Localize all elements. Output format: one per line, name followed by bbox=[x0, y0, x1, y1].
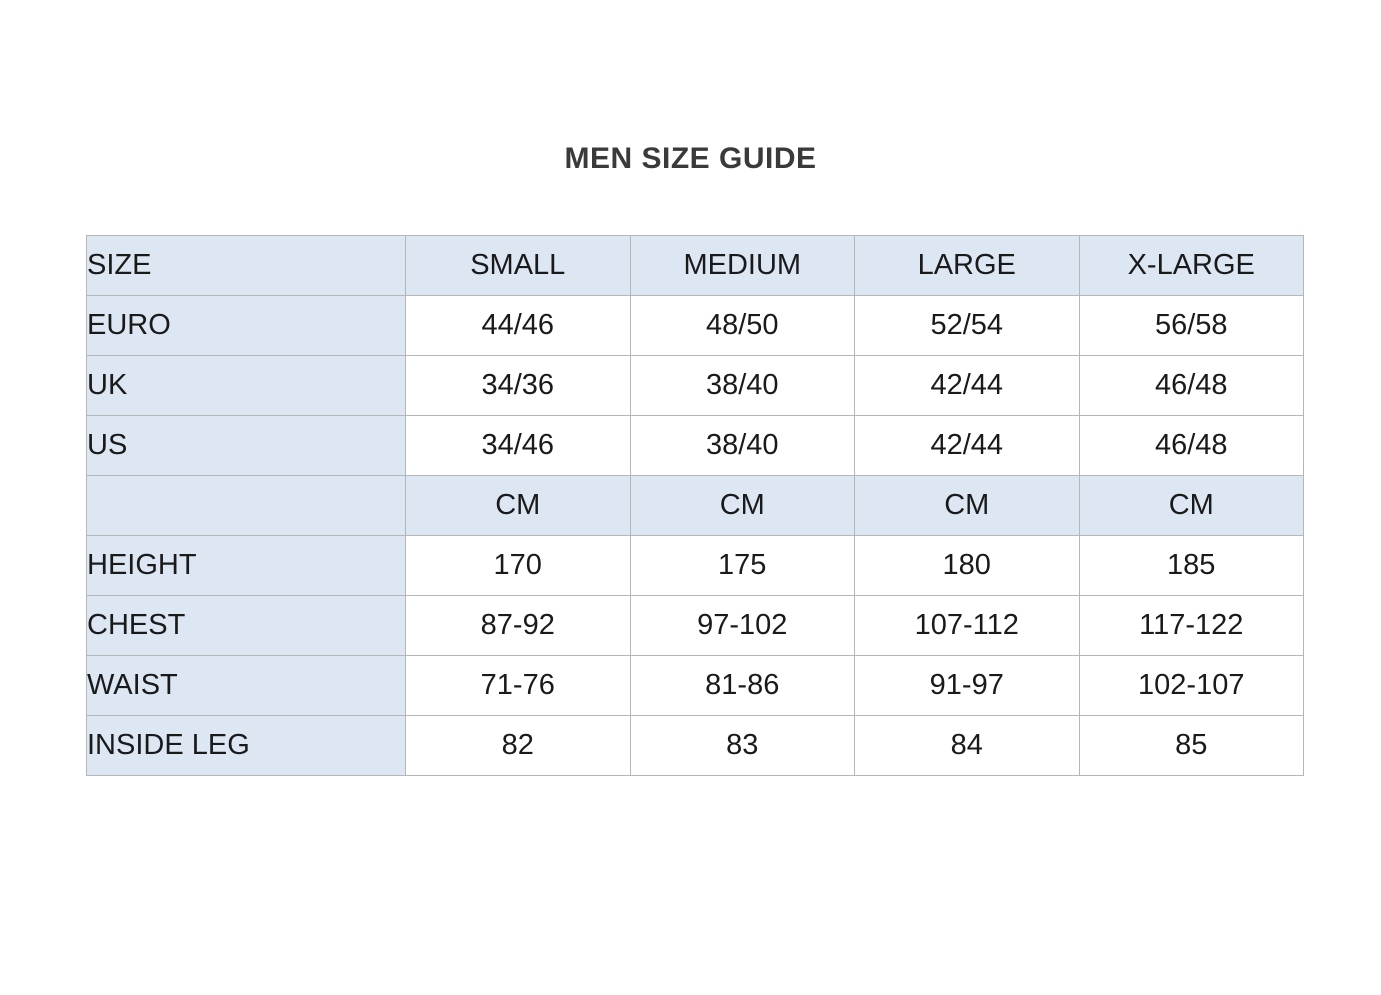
row-value: 107-112 bbox=[855, 596, 1080, 656]
table-row bbox=[87, 596, 1304, 656]
unit-value: CM bbox=[1079, 476, 1304, 536]
table-header-row bbox=[87, 236, 1304, 296]
row-value: 34/36 bbox=[406, 356, 631, 416]
size-table bbox=[86, 235, 1304, 776]
row-label: EURO bbox=[87, 296, 406, 356]
row-value: 46/48 bbox=[1079, 416, 1304, 476]
row-label: WAIST bbox=[87, 656, 406, 716]
row-value: 91-97 bbox=[855, 656, 1080, 716]
row-value: 175 bbox=[630, 536, 855, 596]
size-table-container bbox=[86, 235, 1304, 776]
row-value: 52/54 bbox=[855, 296, 1080, 356]
row-value: 71-76 bbox=[406, 656, 631, 716]
header-cell-large: LARGE bbox=[855, 236, 1080, 296]
row-value: 81-86 bbox=[630, 656, 855, 716]
header-label-cell: SIZE bbox=[87, 236, 406, 296]
header-cell-xlarge: X-LARGE bbox=[1079, 236, 1304, 296]
row-label: US bbox=[87, 416, 406, 476]
row-value: 84 bbox=[855, 716, 1080, 776]
row-value: 180 bbox=[855, 536, 1080, 596]
table-row bbox=[87, 536, 1304, 596]
row-label: UK bbox=[87, 356, 406, 416]
table-unit-row bbox=[87, 476, 1304, 536]
table-row bbox=[87, 356, 1304, 416]
row-value: 38/40 bbox=[630, 416, 855, 476]
page-title: MEN SIZE GUIDE bbox=[564, 142, 817, 175]
header-cell-small: SMALL bbox=[406, 236, 631, 296]
row-value: 102-107 bbox=[1079, 656, 1304, 716]
unit-value: CM bbox=[630, 476, 855, 536]
table-row bbox=[87, 716, 1304, 776]
unit-value: CM bbox=[406, 476, 631, 536]
row-value: 38/40 bbox=[630, 356, 855, 416]
row-value: 185 bbox=[1079, 536, 1304, 596]
row-value: 82 bbox=[406, 716, 631, 776]
size-table-body bbox=[87, 236, 1304, 776]
row-value: 46/48 bbox=[1079, 356, 1304, 416]
row-value: 44/46 bbox=[406, 296, 631, 356]
row-value: 42/44 bbox=[855, 356, 1080, 416]
row-value: 34/46 bbox=[406, 416, 631, 476]
row-label: HEIGHT bbox=[87, 536, 406, 596]
row-value: 170 bbox=[406, 536, 631, 596]
row-label bbox=[87, 476, 406, 536]
row-value: 85 bbox=[1079, 716, 1304, 776]
row-value: 42/44 bbox=[855, 416, 1080, 476]
table-row bbox=[87, 296, 1304, 356]
row-label: INSIDE LEG bbox=[87, 716, 406, 776]
row-value: 48/50 bbox=[630, 296, 855, 356]
unit-value: CM bbox=[855, 476, 1080, 536]
table-row bbox=[87, 656, 1304, 716]
row-value: 97-102 bbox=[630, 596, 855, 656]
row-value: 117-122 bbox=[1079, 596, 1304, 656]
row-value: 87-92 bbox=[406, 596, 631, 656]
row-value: 83 bbox=[630, 716, 855, 776]
row-label: CHEST bbox=[87, 596, 406, 656]
row-value: 56/58 bbox=[1079, 296, 1304, 356]
header-cell-medium: MEDIUM bbox=[630, 236, 855, 296]
table-row bbox=[87, 416, 1304, 476]
